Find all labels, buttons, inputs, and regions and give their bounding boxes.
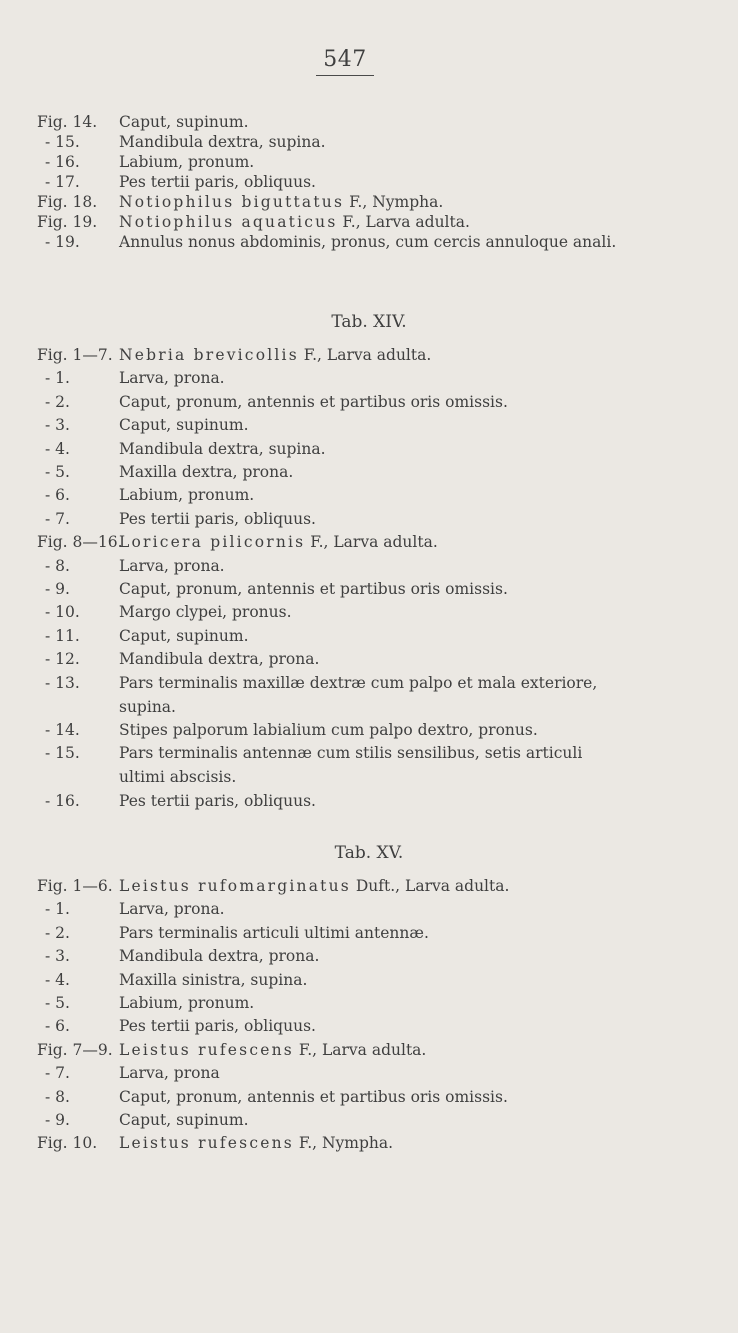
caption-rest: F., Larva adulta. [337, 213, 470, 231]
figure-label: - 8. [45, 556, 70, 575]
figure-label: - 5. [45, 994, 70, 1012]
figure-label: - 11. [45, 626, 80, 645]
figure-label: Fig. 1—6. [37, 877, 113, 895]
figure-caption-continued: ultimi abscisis. [119, 768, 237, 787]
figure-caption: Pes tertii paris, obliquus. [119, 509, 316, 528]
figure-label: Fig. 1—7. [37, 346, 113, 364]
figure-caption: Larva, prona. [119, 369, 225, 388]
plate-heading: Tab. XV. [334, 843, 404, 863]
figure-label: Fig. 7—9. [37, 1040, 113, 1059]
figure-label: - 9. [45, 580, 70, 598]
figure-caption: Maxilla sinistra, supina. [119, 970, 308, 989]
caption-rest: F., Larva adulta. [305, 533, 438, 552]
figure-caption-continued: supina. [119, 697, 176, 716]
figure-caption: Mandibula dextra, prona. [119, 947, 320, 966]
figure-caption: Pars terminalis articuli ultimi antennæ. [119, 923, 429, 942]
figure-label: - 5. [45, 463, 70, 481]
figure-caption [119, 1040, 426, 1060]
species-name: Leistus rufescens [119, 1134, 294, 1153]
figure-label: Fig. 8—16. [37, 533, 123, 552]
figure-label: - 9. [45, 1111, 70, 1129]
figure-label: - 1. [45, 900, 70, 919]
figure-label: - 17. [45, 173, 80, 191]
figure-caption: Mandibula dextra, supina. [119, 133, 326, 151]
figure-label: - 6. [45, 1017, 70, 1036]
caption-rest: Duft., Larva adulta. [350, 877, 510, 895]
figure-label: Fig. 19. [37, 213, 98, 231]
figure-label: - 4. [45, 970, 70, 989]
figure-label: - 16. [45, 153, 80, 171]
figure-label: - 2. [45, 392, 70, 411]
figure-caption: Mandibula dextra, prona. [119, 650, 320, 669]
figure-caption: Caput, pronum, antennis et partibus oris omissis. [119, 580, 508, 598]
figure-caption: Margo clypei, pronus. [119, 603, 292, 622]
figure-caption: Pes tertii paris, obliquus. [119, 1017, 316, 1036]
figure-caption: Caput, supinum. [119, 626, 249, 645]
figure-label: - 3. [45, 416, 70, 435]
figure-label: - 15. [45, 133, 80, 151]
figure-label: - 1. [45, 369, 70, 388]
caption-rest: F., Nympha. [344, 193, 444, 211]
figure-caption: Pes tertii paris, obliquus. [119, 791, 316, 810]
figure-label: - 16. [45, 791, 80, 810]
figure-caption: Caput, supinum. [119, 416, 249, 435]
species-name: Leistus rufescens [119, 1040, 294, 1059]
figure-caption: Caput, pronum, antennis et partibus oris omissis. [119, 392, 508, 411]
figure-label: Fig. 10. [37, 1134, 98, 1153]
figure-caption [119, 212, 470, 232]
figure-caption [119, 345, 431, 365]
figure-caption: Annulus nonus abdominis, pronus, cum cercis annuloque anali. [119, 233, 617, 251]
figure-label: - 12. [45, 650, 80, 669]
figure-caption: Caput, supinum. [119, 113, 249, 131]
figure-caption [119, 876, 509, 896]
figure-caption: Mandibula dextra, supina. [119, 439, 326, 458]
caption-rest: F., Larva adulta. [298, 346, 432, 364]
figure-caption: Pars terminalis maxillæ dextræ cum palpo et mala exteriore, [119, 673, 598, 692]
figure-label: - 8. [45, 1087, 70, 1106]
figure-caption: Labium, pronum. [119, 153, 255, 171]
figure-caption: Pars terminalis antennæ cum stilis sensilibus, setis articuli [119, 744, 583, 763]
caption-rest: F., Nympha. [293, 1134, 394, 1153]
species-name: Notiophilus aquaticus [119, 213, 338, 231]
figure-label: - 4. [45, 439, 70, 458]
figure-label: - 13. [45, 673, 80, 692]
figure-caption: Larva, prona [119, 1064, 220, 1083]
species-name: Nebria brevicollis [119, 346, 299, 364]
figure-label: - 10. [45, 603, 80, 622]
figure-label: - 3. [45, 947, 70, 966]
figure-caption [119, 1133, 393, 1153]
figure-label: - 15. [45, 744, 80, 763]
figure-label: - 19. [45, 233, 80, 251]
figure-caption: Labium, pronum. [119, 994, 255, 1012]
figure-caption: Pes tertii paris, obliquus. [119, 173, 316, 191]
species-name: Loricera pilicornis [119, 533, 306, 552]
figure-label: - 2. [45, 923, 70, 942]
figure-caption: Caput, supinum. [119, 1111, 249, 1129]
figure-label: - 6. [45, 486, 70, 505]
caption-rest: F., Larva adulta. [293, 1040, 427, 1059]
figure-caption: Larva, prona. [119, 556, 225, 575]
plate-heading: Tab. XIV. [331, 312, 407, 332]
figure-label: Fig. 18. [37, 193, 98, 211]
figure-label: Fig. 14. [37, 113, 98, 131]
figure-caption [119, 532, 438, 552]
species-name: Notiophilus biguttatus [119, 193, 345, 211]
figure-caption: Labium, pronum. [119, 486, 255, 505]
figure-caption: Caput, pronum, antennis et partibus oris omissis. [119, 1087, 508, 1106]
figure-caption [119, 192, 443, 212]
figure-label: - 7. [45, 509, 70, 528]
figure-label: - 7. [45, 1064, 70, 1083]
figure-caption: Stipes palporum labialium cum palpo dextro, pronus. [119, 721, 538, 739]
figure-label: - 14. [45, 721, 80, 739]
species-name: Leistus rufomarginatus [119, 877, 351, 895]
figure-caption: Maxilla dextra, prona. [119, 463, 294, 481]
figure-caption: Larva, prona. [119, 900, 225, 919]
page-number: 547 [316, 48, 374, 76]
